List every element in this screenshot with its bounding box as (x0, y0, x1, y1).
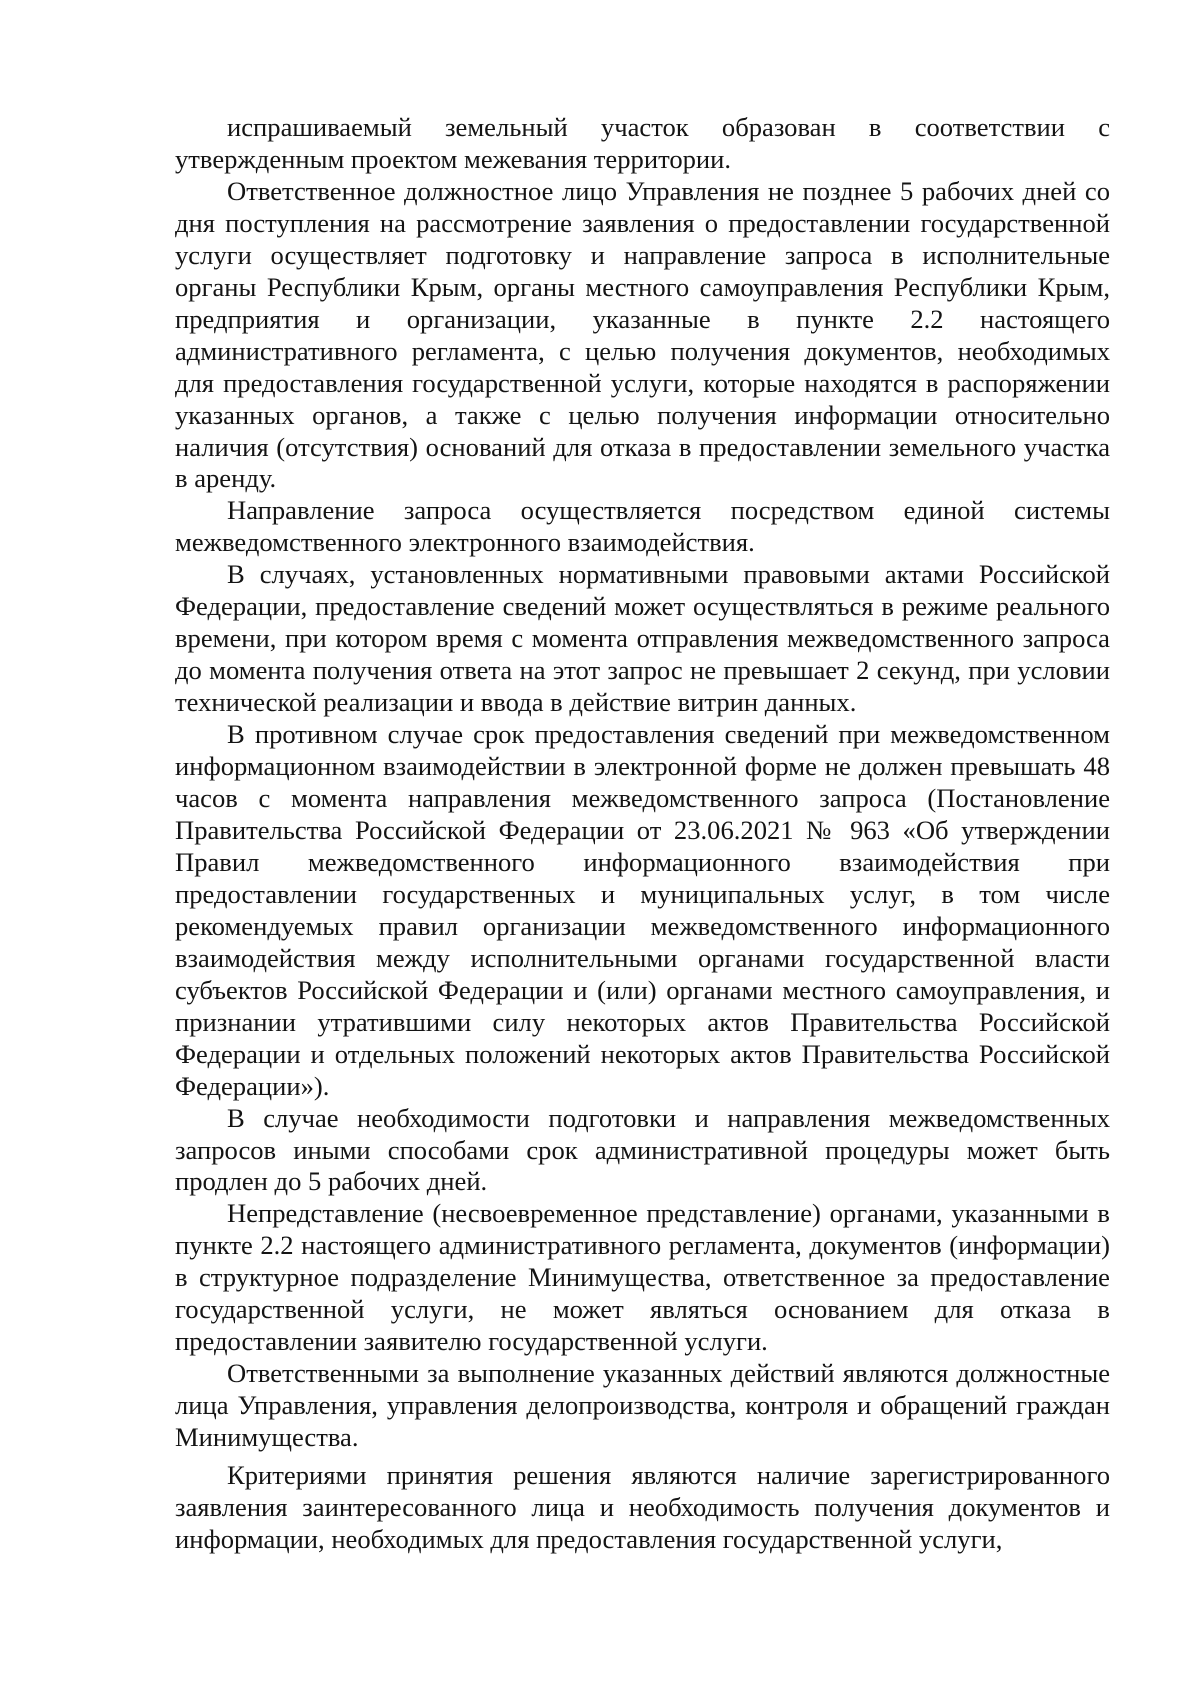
paragraph-9: Критериями принятия решения являются наличие зарегистрированного заявления заинтересованного лица и необходимость получения документов и информации, необходимых для предоставления государственной услуги, (175, 1460, 1110, 1554)
paragraph-3: Направление запроса осуществляется посредством единой системы межведомственного электронного взаимодействия. (175, 495, 1110, 558)
paragraph-5: В противном случае срок предоставления сведений при межведомственном информационном взаимодействии в электронной форме не должен превышать 48 часов с момента направления межведомственного запроса (Постановление Правительства Российской Федерации от 23.06.2021 № 963 «Об утверждении Правил межведомственного информационного взаимодействия при предоставлении государственных и муниципальных услуг, в том числе рекомендуемых правил организации межведомственного информационного взаимодействия между исполнительными органами государственной власти субъектов Российской Федерации и (или) органами местного самоуправления, и признании утратившими силу некоторых актов Правительства Российской Федерации и отдельных положений некоторых актов Правительства Российской Федерации»). (175, 719, 1110, 1101)
paragraph-8: Ответственными за выполнение указанных действий являются должностные лица Управления, управления делопроизводства, контроля и обращений граждан Минимущества. (175, 1358, 1110, 1453)
document-body (175, 112, 1110, 1556)
paragraph-1: испрашиваемый земельный участок образован в соответствии с утвержденным проектом межевания территории. (175, 112, 1110, 174)
paragraph-4: В случаях, установленных нормативными правовыми актами Российской Федерации, предоставление сведений может осуществляться в режиме реального времени, при котором время с момента отправления межведомственного запроса до момента получения ответа на этот запрос не превышает 2 секунд, при условии технической реализации и ввода в действие витрин данных. (175, 559, 1110, 718)
paragraph-6: В случае необходимости подготовки и направления межведомственных запросов иными способами срок административной процедуры может быть продлен до 5 рабочих дней. (175, 1102, 1110, 1197)
paragraph-2: Ответственное должностное лицо Управления не позднее 5 рабочих дней со дня поступления на рассмотрение заявления о предоставлении государственной услуги осуществляет подготовку и направление запроса в исполнительные органы Республики Крым, органы местного самоуправления Республики Крым, предприятия и организации, указанные в пункте 2.2 настоящего административного регламента, с целью получения документов, необходимых для предоставления государственной услуги, которые находятся в распоряжении указанных органов, а также с целью получения информации относительно наличия (отсутствия) оснований для отказа в предоставлении земельного участка в аренду. (175, 175, 1110, 494)
paragraph-7: Непредставление (несвоевременное представление) органами, указанными в пункте 2.2 настоящего административного регламента, документов (информации) в структурное подразделение Минимущества, ответственное за предоставление государственной услуги, не может являться основанием для отказа в предоставлении заявителю государственной услуги. (175, 1198, 1110, 1357)
